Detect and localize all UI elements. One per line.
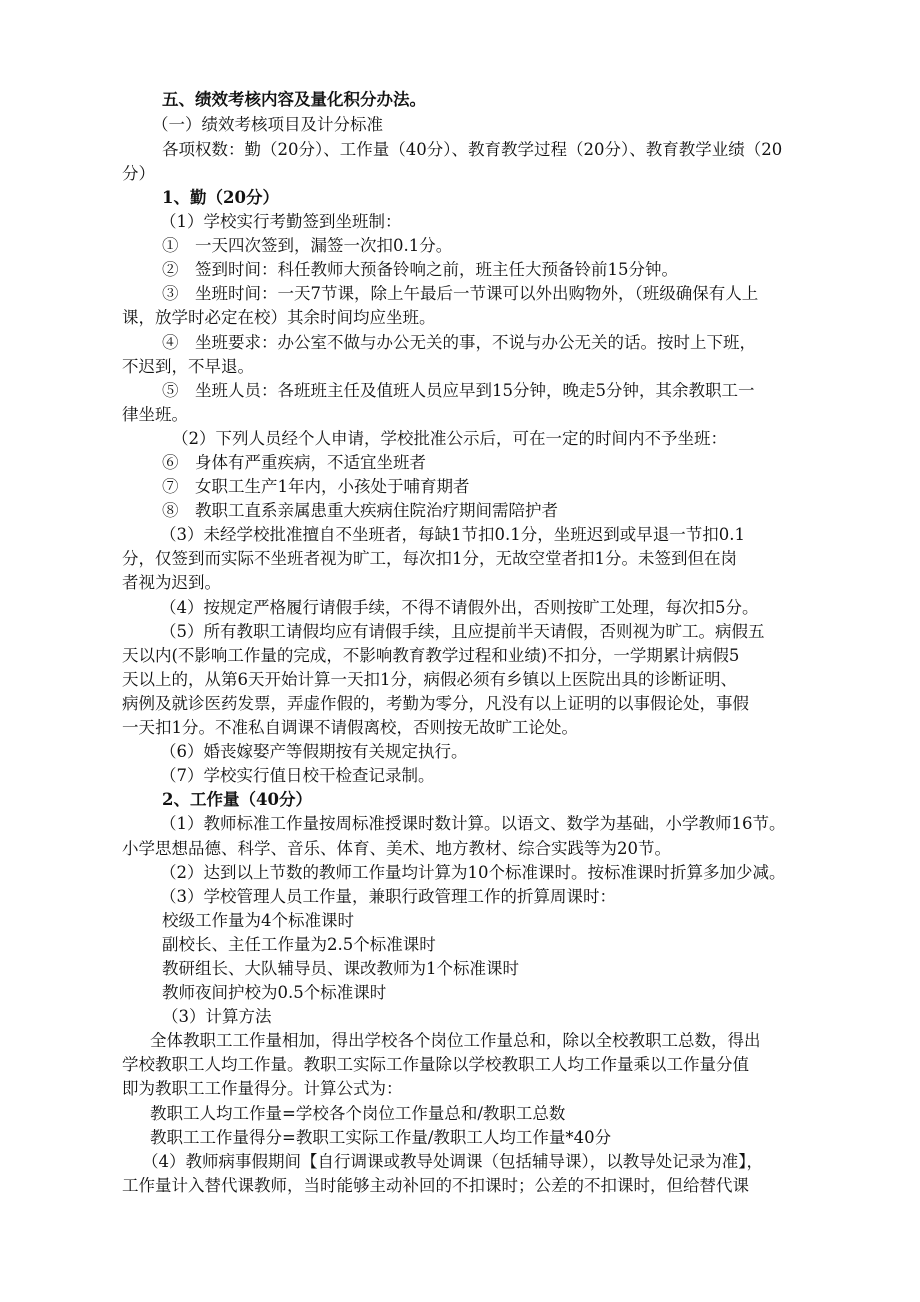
paragraph-line: （5）所有教职工请假均应有请假手续，且应提前半天请假，否则视为旷工。病假五 (160, 622, 765, 641)
paragraph-line: 小学思想品德、科学、音乐、体育、美术、地方教材、综合实践等为20节。 (122, 839, 671, 858)
paragraph-line: 一天扣1分。不准私自调课不请假离校，否则按无故旷工论处。 (122, 718, 578, 737)
list-item: ② 签到时间：科任教师大预备铃响之前，班主任大预备铃前15分钟。 (162, 260, 678, 279)
paragraph-line: 天以内(不影响工作量的完成，不影响教育教学过程和业绩)不扣分，一学期累计病假5 (122, 646, 740, 665)
paragraph-line: （7）学校实行值日校干检查记录制。 (160, 766, 435, 785)
formula-line: 教职工工作量得分=教职工实际工作量/教职工人均工作量*40分 (150, 1128, 612, 1147)
list-item: 校级工作量为4个标准课时 (162, 911, 354, 930)
list-item: ⑦ 女职工生产1年内，小孩处于哺育期者 (162, 477, 470, 496)
formula-line: 教职工人均工作量=学校各个岗位工作量总和/教职工总数 (150, 1104, 566, 1123)
section-heading: 五、绩效考核内容及量化积分办法。 (162, 90, 426, 109)
list-item: ⑥ 身体有严重疾病，不适宜坐班者 (162, 453, 426, 472)
paragraph-line: 工作量计入替代课教师，当时能够主动补回的不扣课时；公差的不扣课时，但给替代课 (122, 1176, 749, 1195)
paragraph-line: （1）学校实行考勤签到坐班制： (160, 212, 402, 231)
list-item: ⑧ 教职工直系亲属患重大疾病住院治疗期间需陪护者 (162, 501, 558, 520)
paragraph-line: （3）学校管理人员工作量，兼职行政管理工作的折算周课时： (160, 887, 616, 906)
paragraph-line: （4）教师病事假期间【自行调课或教导处调课（包括辅导课），以教导处记录为准】， (142, 1152, 763, 1171)
paragraph-line: 即为教职工工作量得分。计算公式为： (122, 1079, 403, 1098)
paragraph-line: 者视为迟到。 (122, 573, 221, 592)
subsection-heading: （一）绩效考核项目及计分标准 (152, 115, 383, 134)
paragraph-line: （2）达到以上节数的教师工作量均计算为10个标准课时。按标准课时折算多加少减。 (160, 863, 786, 882)
paragraph-line: 律坐班。 (122, 405, 188, 424)
item-heading: 1、勤（20分） (162, 188, 279, 207)
list-item: 教研组长、大队辅导员、课改教师为1个标准课时 (162, 959, 519, 978)
paragraph-line: （2）下列人员经个人申请，学校批准公示后，可在一定的时间内不予坐班： (172, 429, 727, 448)
paragraph-line: （6）婚丧嫁娶产等假期按有关规定执行。 (160, 742, 468, 761)
paragraph-line: 分） (122, 164, 155, 183)
paragraph-line: 分，仅签到而实际不坐班者视为旷工，每次扣1分，无故空堂者扣1分。未签到但在岗 (122, 549, 737, 568)
paragraph-line: 课，放学时必定在校）其余时间均应坐班。 (122, 308, 436, 327)
item-heading: 2、工作量（40分） (162, 790, 312, 809)
list-item: 教师夜间护校为0.5个标准课时 (162, 983, 387, 1002)
list-item: ④ 坐班要求：办公室不做与办公无关的事，不说与办公无关的话。按时上下班， (162, 333, 756, 352)
paragraph-line: （3）未经学校批准擅自不坐班者，每缺1节扣0.1分，坐班迟到或早退一节扣0.1 (160, 525, 745, 544)
paragraph-line: 天以上的，从第6天开始计算一天扣1分，病假必须有乡镇以上医院出具的诊断证明、 (122, 670, 737, 689)
paragraph-line: 不迟到，不早退。 (122, 357, 254, 376)
list-item: ⑤ 坐班人员：各班班主任及值班人员应早到15分钟，晚走5分钟，其余教职工一 (162, 381, 755, 400)
paragraph-line: （3）计算方法 (162, 1007, 272, 1026)
paragraph-line: 病例及就诊医药发票，弄虚作假的，考勤为零分，凡没有以上证明的以事假论处，事假 (122, 694, 749, 713)
list-item: ① 一天四次签到，漏签一次扣0.1分。 (162, 236, 453, 255)
list-item: 副校长、主任工作量为2.5个标准课时 (162, 935, 436, 954)
paragraph-line: 各项权数：勤（20分）、工作量（40分）、教育教学过程（20分）、教育教学业绩（20 (162, 140, 783, 159)
paragraph-line: （1）教师标准工作量按周标准授课时数计算。以语文、数学为基础，小学教师16节。 (160, 814, 786, 833)
paragraph-line: 全体教职工工作量相加，得出学校各个岗位工作量总和，除以全校教职工总数，得出 (150, 1031, 761, 1050)
list-item: ③ 坐班时间：一天7节课，除上午最后一节课可以外出购物外，（班级确保有人上 (162, 284, 759, 303)
paragraph-line: 学校教职工人均工作量。教职工实际工作量除以学校教职工人均工作量乘以工作量分值 (122, 1055, 749, 1074)
paragraph-line: （4）按规定严格履行请假手续，不得不请假外出，否则按旷工处理，每次扣5分。 (160, 598, 759, 617)
